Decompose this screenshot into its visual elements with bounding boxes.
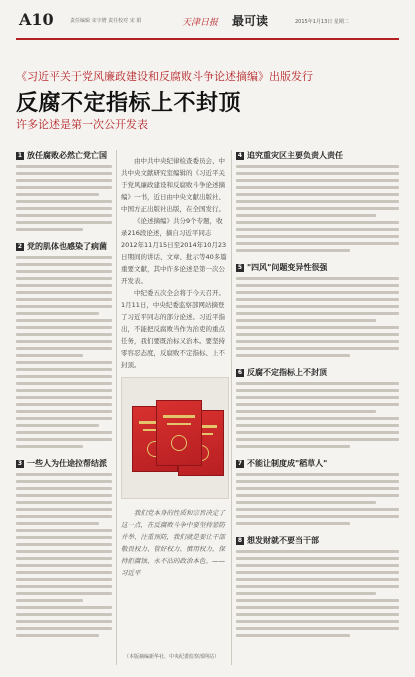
section-heading [16,241,112,252]
section-number: 3 [17,459,23,467]
book-cover [156,400,202,466]
section-heading [236,367,399,378]
pull-quote: 我们党本身的性质和宗旨决定了这一点，在反腐败斗争中要坚持惩防并举、注重预防，我们就是要让干部敬畏权力、管好权力、慎用权力，保持拒腐蚀、永不沾的政治本色。——习近平 [121,509,225,577]
publish-date: 2015年1月13日 星期二 [295,19,349,25]
intro-paragraph: 中纪委五次全会将于今天召开。1月11日，中央纪委监察部网站摘登了习近平同志的部分论述。习近平指出，不能把反腐败当作为治吏的重点任务，我们要既治标又治本。要坚持零容忍态度，反腐败不定指标、上不封顶。 [121,289,225,369]
section-title: 反腐不定指标上不封顶 [247,368,327,377]
section-body [236,165,399,252]
section-title: 追究重灾区主要负责人责任 [247,151,343,160]
section-title: 不能让制度成"稻草人" [247,459,328,468]
section-heading [16,458,112,469]
center-column [121,155,227,586]
column-divider [116,150,117,665]
section-heading [236,535,399,546]
article-headline: 反腐不定指标上不封顶 [16,91,242,116]
editor-credits: 责任编辑 宋宇增 责任校对 宋 娟 [70,18,142,24]
section-number: 6 [237,368,243,376]
right-column [236,150,399,643]
section-title: 放任腐败必然亡党亡国 [27,151,107,160]
section-heading [236,150,399,161]
section-title: "四风"问题变异性很强 [247,263,328,272]
section-body [16,165,112,231]
section-heading [236,262,399,273]
newspaper-brand: 天津日报 [182,18,219,28]
article-subhead: 许多论述是第一次公开发表 [16,118,148,131]
section-body [236,277,399,357]
section-number: 7 [237,459,243,467]
page-header [0,6,415,40]
book-cover-photo [121,377,229,499]
page-number: A10 [19,10,54,29]
intro-paragraph: 由中共中央纪律检查委员会、中共中央文献研究室编辑的《习近平关于党风廉政建设和反腐败斗争论述摘编》一书，近日由中央文献出版社、中国方正出版社出版，在全国发行。 [121,157,225,213]
section-number: 5 [237,263,243,271]
header-rule [16,38,399,40]
section-number: 8 [237,536,243,544]
section-body [236,473,399,525]
column-divider [231,150,232,665]
section-body [16,473,112,637]
section-body [236,382,399,448]
article-kicker: 《习近平关于党风廉政建设和反腐败斗争论述摘编》出版发行 [16,70,313,83]
section-title: 想发财就不要当干部 [247,536,319,545]
section-number: 1 [17,151,23,159]
left-column [16,150,112,643]
section-number: 2 [17,242,23,250]
intro-paragraph: 《论述摘编》共分9个专题，收录216段论述，摘自习近平同志2012年11月15日至2014年10月23日期间的讲话、文章、批示等40多篇重要文献，其中许多论述是第一次公开发表。 [121,217,227,285]
section-title: 一些人为仕途拉帮结派 [27,459,107,468]
section-body [16,256,112,448]
source-caption: （本版摘编新华社、中央纪委监察部网站） [124,654,220,660]
section-heading [236,458,399,469]
section-number: 4 [237,151,243,159]
section-heading [16,150,112,161]
section-body [236,550,399,637]
section-title: 党的肌体也感染了病菌 [27,242,107,251]
section-name: 最可读 [232,14,269,28]
